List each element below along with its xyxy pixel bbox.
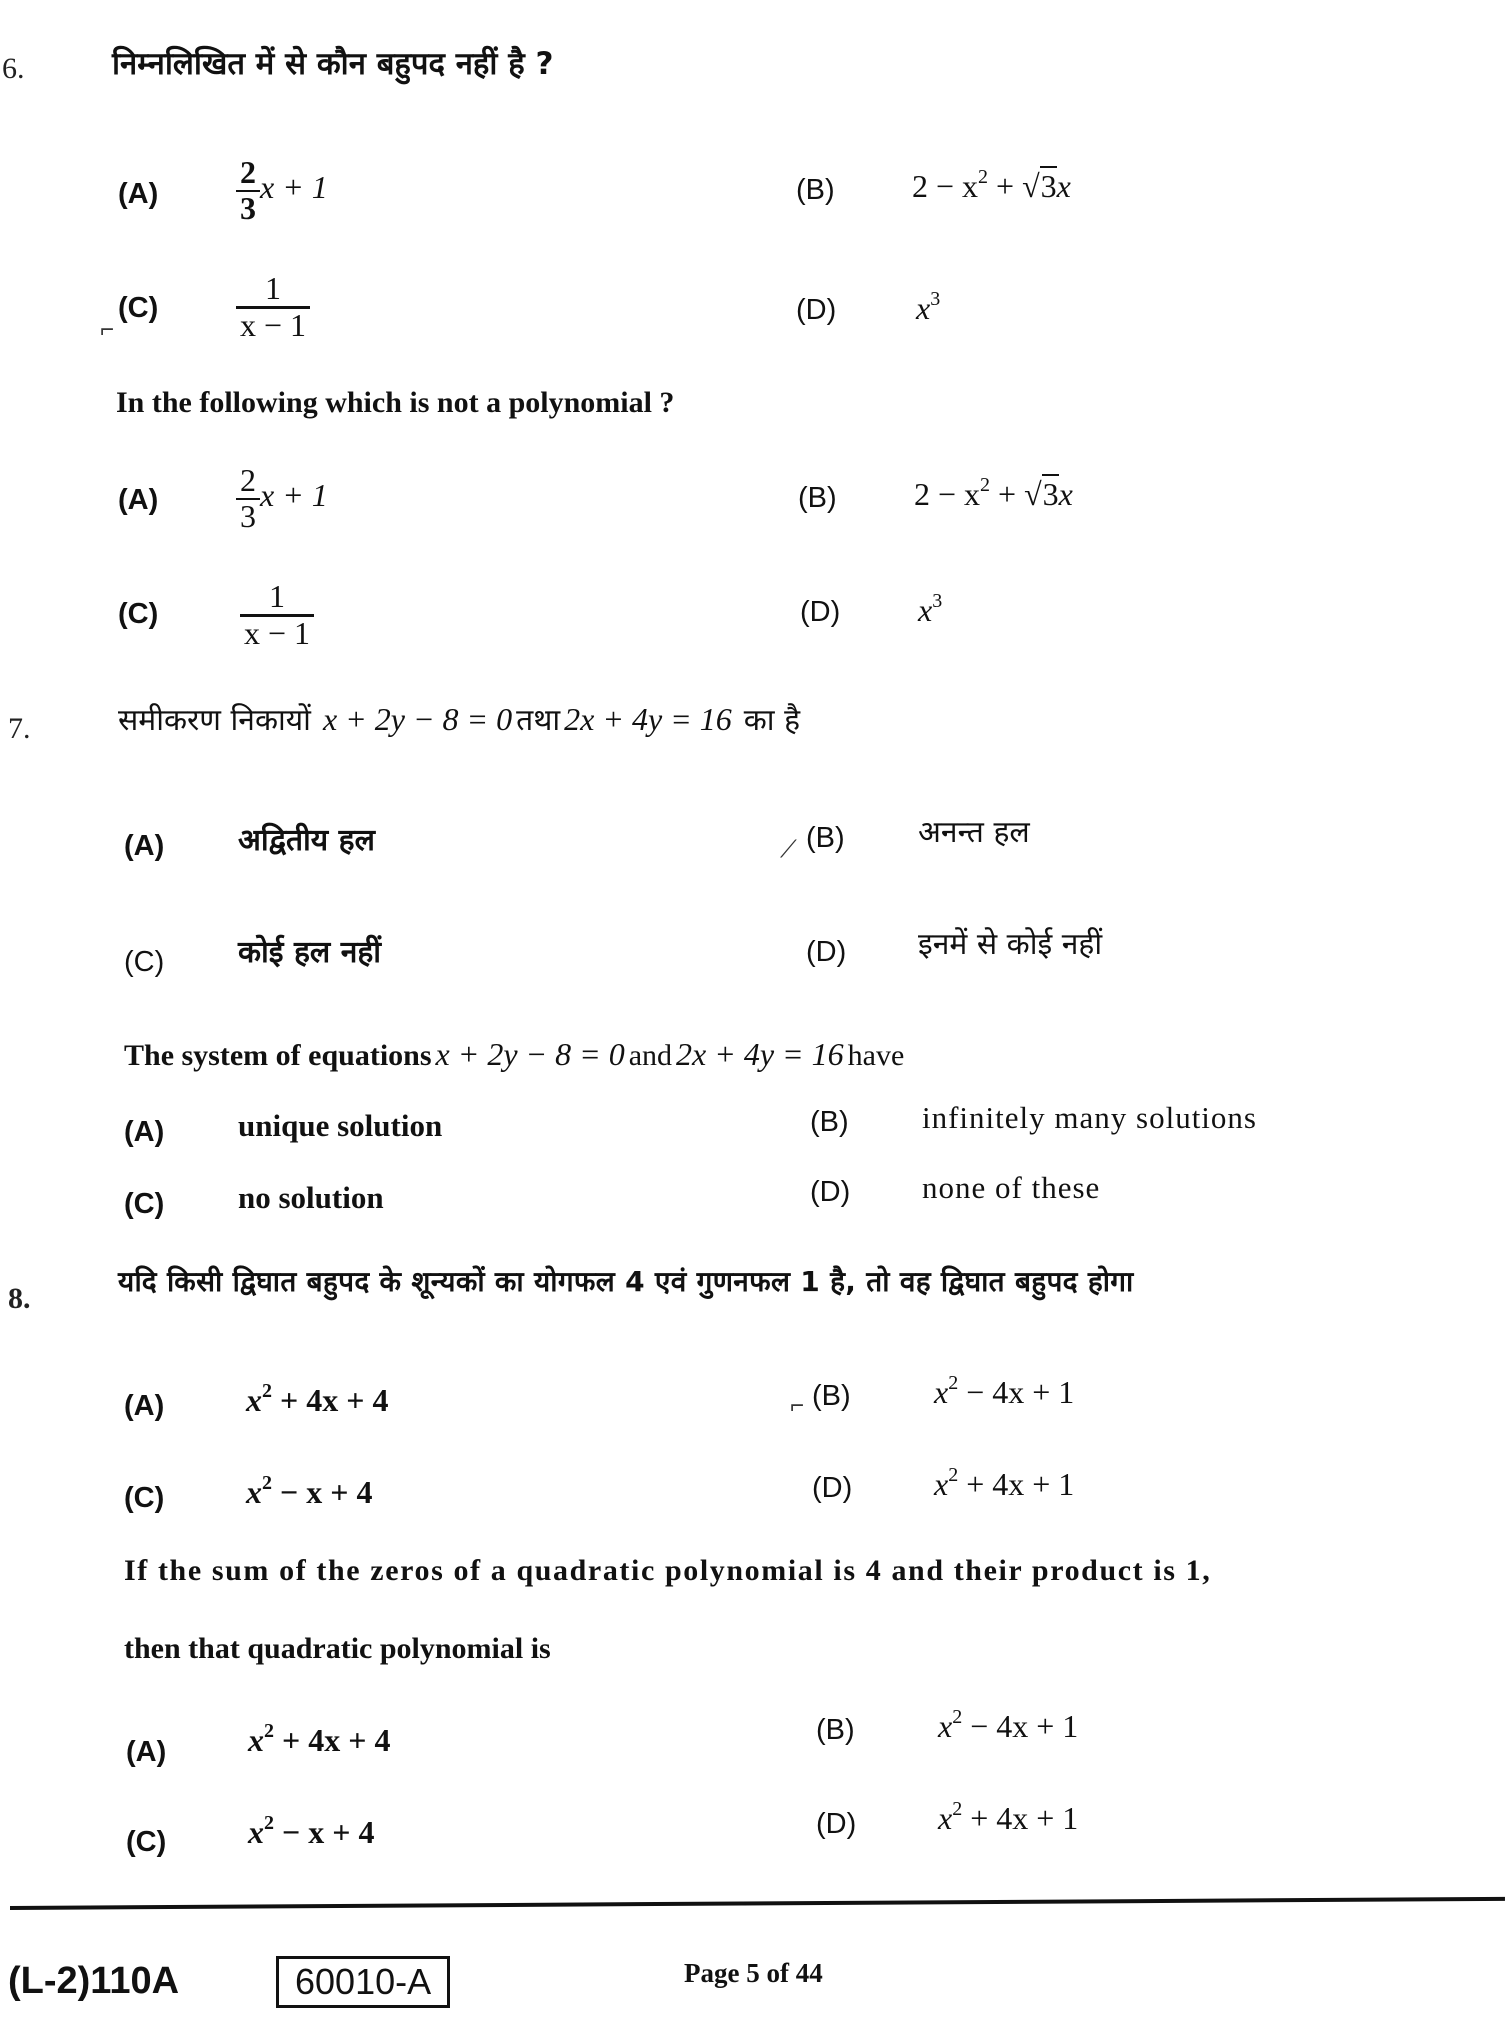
answer-tick-mark: ⌐ xyxy=(100,316,115,343)
question-number: 7. xyxy=(8,712,31,745)
option-a-expression: $x^2 + 4x + 4$ xyxy=(248,1720,391,1758)
answer-tick-mark: ⌐ xyxy=(790,1392,805,1419)
option-d-expression: $x^3$ xyxy=(918,590,943,628)
paper-code: (L-2)110A xyxy=(8,1960,180,2002)
page-number: Page 5 of 44 xyxy=(684,1958,823,1988)
option-a-expression: $x^2 + 4x + 4$ xyxy=(246,1380,389,1418)
question-number: 8. xyxy=(8,1282,31,1315)
option-label-d: (D) xyxy=(800,596,841,628)
option-label-c: (C) xyxy=(126,1826,167,1858)
question-7-english-text: The system of equations x + 2y − 8 = 0 and 2x + 4y = 16 have xyxy=(124,1036,905,1072)
option-a-text: अद्वितीय हल xyxy=(238,823,375,858)
option-label-b: (B) xyxy=(810,1106,849,1138)
option-label-c: (C) xyxy=(124,1188,165,1220)
option-c-expression: $\frac{1}{x - 1}$ xyxy=(240,580,314,650)
option-label-b: (B) xyxy=(798,482,837,514)
option-a-expression: $\frac{2}{3}$ x + 1 xyxy=(236,464,328,533)
option-label-a: (A) xyxy=(118,178,159,210)
option-label-a: (A) xyxy=(118,484,159,516)
option-label-c: (C) xyxy=(118,598,159,630)
question-6-english-text: In the following which is not a polynomial ? xyxy=(116,386,675,419)
option-c-expression: $\frac{1}{x - 1}$ xyxy=(236,272,310,342)
option-c-expression: $x^2 - x + 4$ xyxy=(246,1472,373,1510)
answer-tick-mark: ⟋ xyxy=(780,836,797,863)
option-label-d: (D) xyxy=(796,294,837,326)
question-8-english-text-line2: then that quadratic polynomial is xyxy=(124,1632,551,1665)
option-label-c: (C) xyxy=(124,946,165,978)
option-label-d: (D) xyxy=(812,1472,853,1504)
option-label-a: (A) xyxy=(124,830,165,862)
question-8-hindi-text: यदि किसी द्विघात बहुपद के शून्यकों का योगफल 4 एवं गुणनफल 1 है, तो वह द्विघात बहुपद होगा xyxy=(118,1265,1134,1298)
option-d-expression: $x^3$ xyxy=(916,288,941,326)
option-label-b: (B) xyxy=(816,1714,855,1746)
option-a-text: unique solution xyxy=(238,1108,443,1143)
option-label-c: (C) xyxy=(124,1482,165,1514)
option-b-expression: $2 - x^2 + √3x$ xyxy=(914,474,1073,512)
option-d-expression: $x^2 + 4x + 1$ xyxy=(934,1464,1075,1502)
question-6-hindi-text: निम्नलिखित में से कौन बहुपद नहीं है ? xyxy=(112,46,554,82)
option-label-b: (B) xyxy=(806,822,845,854)
option-b-text: infinitely many solutions xyxy=(922,1100,1257,1135)
question-7-hindi-text: समीकरण निकायों x + 2y − 8 = 0 तथा 2x + 4y = 16 का है xyxy=(118,701,801,738)
option-label-d: (D) xyxy=(806,936,847,968)
booklet-code-box: 60010-A xyxy=(276,1956,450,2008)
option-d-expression: $x^2 + 4x + 1$ xyxy=(938,1798,1079,1836)
option-b-text: अनन्त हल xyxy=(918,815,1030,850)
option-b-expression: $2 - x^2 + √3x$ xyxy=(912,166,1071,204)
option-c-text: कोई हल नहीं xyxy=(238,935,382,970)
option-label-b: (B) xyxy=(812,1380,851,1412)
question-number: 6. xyxy=(2,52,25,85)
option-label-d: (D) xyxy=(816,1808,857,1840)
option-c-text: no solution xyxy=(238,1180,384,1215)
option-b-expression: $x^2 - 4x + 1$ xyxy=(934,1372,1075,1410)
option-label-a: (A) xyxy=(126,1736,167,1768)
option-b-expression: $x^2 - 4x + 1$ xyxy=(938,1706,1079,1744)
option-label-b: (B) xyxy=(796,174,835,206)
option-label-d: (D) xyxy=(810,1176,851,1208)
option-a-expression: $\frac{2}{3}$ x + 1 xyxy=(236,156,328,225)
option-label-c: (C) xyxy=(118,292,159,324)
footer-divider xyxy=(10,1897,1505,1910)
option-d-text: none of these xyxy=(922,1170,1101,1205)
question-8-english-text-line1: If the sum of the zeros of a quadratic polynomial is 4 and their product is 1, xyxy=(124,1554,1212,1587)
option-c-expression: $x^2 - x + 4$ xyxy=(248,1812,375,1850)
option-label-a: (A) xyxy=(124,1390,165,1422)
option-d-text: इनमें से कोई नहीं xyxy=(918,927,1103,962)
option-label-a: (A) xyxy=(124,1116,165,1148)
